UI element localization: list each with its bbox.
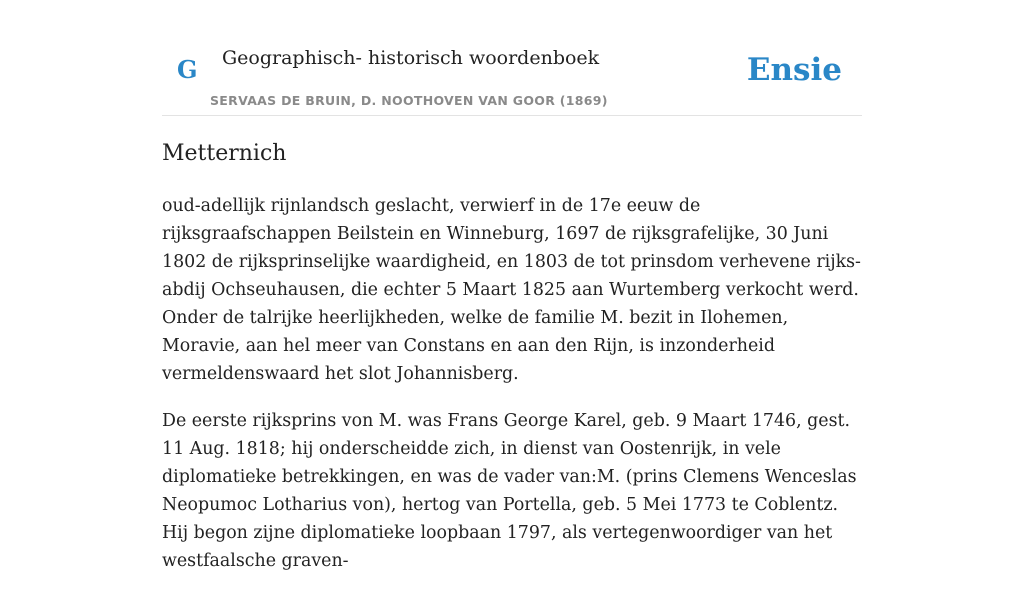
book-logo[interactable]: G — [177, 55, 198, 84]
brand-logo[interactable]: Ensie — [746, 52, 842, 88]
book-authors: SERVAAS DE BRUIN, D. NOOTHOVEN VAN GOOR (1869) — [210, 93, 608, 108]
entry-paragraph: De eerste rijksprins von M. was Frans George Karel, geb. 9 Maart 1746, gest. 11 Aug. 1818; hij onderscheidde zich, in dienst van Oostenrijk, in vele diplomatieke betrekkingen, en was de vader van:M. (prins Clemens Wenceslas Neopumoc Lotharius von), hertog van Portella, geb. 5 Mei 1773 te Coblentz. Hij begon zijne diplomatieke loopbaan 1797, als vertegenwoordiger van het westfaalsche graven- — [162, 411, 857, 571]
entry-paragraph: oud-adellijk rijnlandsch geslacht, verwierf in de 17e eeuw de rijksgraafschappen Beilstein en Winneburg, 1697 de rijksgrafelijke, 30 Juni 1802 de rijksprinselijke waardigheid, en 1803 de tot prinsdom verhevene rijks-abdij Ochseuhausen, die echter 5 Maart 1825 aan Wurtemberg verkocht werd. Onder de talrijke heerlijkheden, welke de familie M. bezit in Ilohemen, Moravie, aan hel meer van Constans en aan den Rijn, is inzonderheid vermeldenswaard het slot Johannisberg. — [162, 196, 861, 384]
entry-title: Metternich — [162, 141, 287, 166]
book-title[interactable]: Geographisch- historisch woordenboek — [222, 47, 600, 69]
page — [162, 0, 862, 571]
entry-body — [162, 192, 862, 594]
header — [162, 0, 862, 116]
